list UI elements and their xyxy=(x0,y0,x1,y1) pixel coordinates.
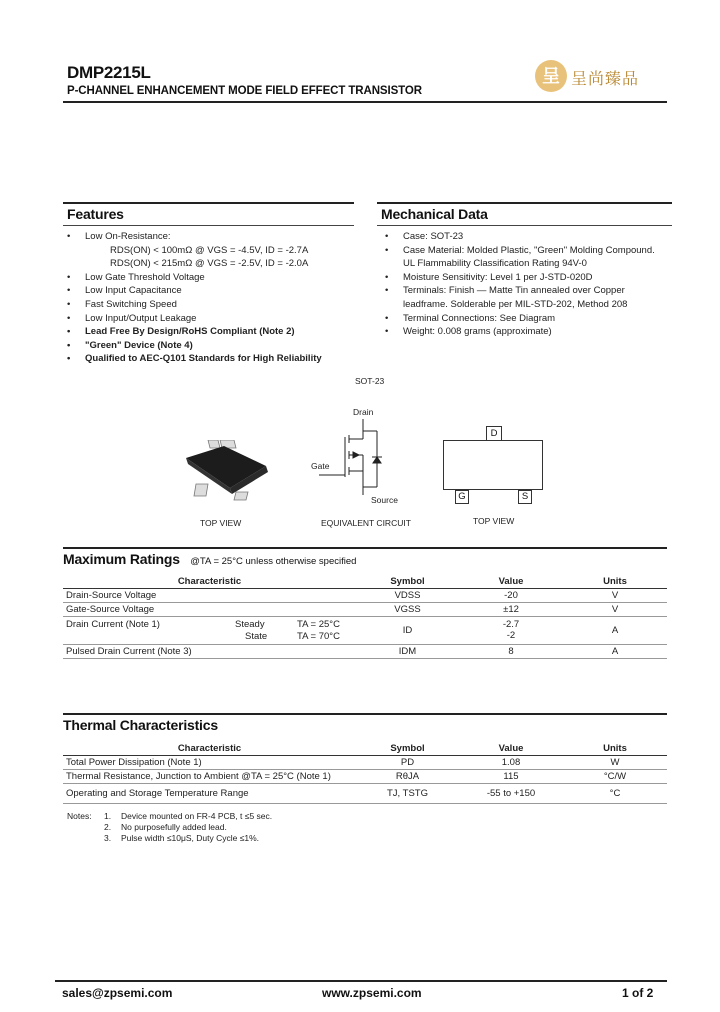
note-item: 1. Device mounted on FR-4 PCB, t ≤5 sec. xyxy=(104,811,273,821)
feature-item: • Low Input/Output Leakage xyxy=(67,312,197,324)
company-logo xyxy=(535,60,675,96)
package-label: SOT-23 xyxy=(355,376,385,386)
features-heading: Features xyxy=(67,206,124,222)
header-rule xyxy=(63,101,667,103)
mechanical-heading: Mechanical Data xyxy=(381,206,488,222)
table-row: Drain Current (Note 1) Steady State TA = 25°C TA = 70°C ID -2.7 -2 A xyxy=(63,616,667,644)
col-value: Value xyxy=(459,575,563,588)
features-bottom-rule xyxy=(63,225,354,226)
mechanical-item: • Case: SOT-23 xyxy=(385,231,464,242)
gate-label: Gate xyxy=(311,461,330,471)
col-characteristic: Characteristic xyxy=(63,742,356,755)
feature-item: • Qualified to AEC-Q101 Standards for High Reliability xyxy=(67,353,322,365)
mechanical-item: leadframe. Solderable per MIL-STD-202, Method 208 xyxy=(403,298,628,310)
max-ratings-heading: Maximum Ratings xyxy=(63,551,180,567)
mechanical-item: UL Flammability Classification Rating 94V-0 xyxy=(403,258,587,270)
table-row: Pulsed Drain Current (Note 3) IDM 8 A xyxy=(63,644,667,658)
top-view-label: TOP VIEW xyxy=(200,518,242,528)
features-list xyxy=(63,230,358,366)
feature-item: RDS(ON) < 100mΩ @ VGS = -4.5V, ID = -2.7A xyxy=(110,244,309,256)
col-units: Units xyxy=(563,742,667,755)
table-row: Drain-Source Voltage VDSS -20 V xyxy=(63,588,667,602)
feature-item: • Fast Switching Speed xyxy=(67,298,177,310)
mechanical-item: • Terminal Connections: See Diagram xyxy=(385,312,556,324)
top-view-outline xyxy=(443,440,543,490)
feature-item: • Low Gate Threshold Voltage xyxy=(67,271,205,283)
feature-item: • "Green" Device (Note 4) xyxy=(67,339,193,351)
pin-g: G xyxy=(455,490,469,504)
footer-rule xyxy=(55,980,667,982)
max-ratings-condition: @TA = 25°C unless otherwise specified xyxy=(190,556,357,567)
feature-item: • Lead Free By Design/RoHS Compliant (Note 2) xyxy=(67,326,295,338)
footer-page-number: 1 of 2 xyxy=(622,986,654,1000)
table-header-row xyxy=(63,575,667,588)
thermal-heading: Thermal Characteristics xyxy=(63,717,218,733)
logo-mark: 呈 xyxy=(535,60,567,92)
note-item: 3. Pulse width ≤10μS, Duty Cycle ≤1%. xyxy=(104,833,260,843)
col-symbol: Symbol xyxy=(356,575,459,588)
thermal-table xyxy=(63,742,667,804)
equivalent-circuit-diagram xyxy=(305,405,415,515)
mechanical-item: • Moisture Sensitivity: Level 1 per J-STD-020D xyxy=(385,271,593,283)
mechanical-top-rule xyxy=(377,202,672,204)
drain-label: Drain xyxy=(353,407,374,417)
col-characteristic: Characteristic xyxy=(63,575,356,588)
max-ratings-top-rule xyxy=(63,547,667,549)
max-ratings-table xyxy=(63,575,667,659)
table-row: Operating and Storage Temperature Range TJ, TSTG -55 to +150 °C xyxy=(63,783,667,803)
document-subtitle: P-CHANNEL ENHANCEMENT MODE FIELD EFFECT TRANSISTOR xyxy=(67,85,422,97)
max-ratings-header xyxy=(63,551,356,569)
logo-text: 呈尚臻品 xyxy=(571,69,640,88)
table-row: Gate-Source Voltage VGSS ±12 V xyxy=(63,602,667,616)
mechanical-bottom-rule xyxy=(377,225,672,226)
sot23-package-illustration xyxy=(178,440,273,502)
feature-item: • Low Input Capacitance xyxy=(67,285,182,297)
pin-d: D xyxy=(486,426,502,441)
equivalent-circuit-label: EQUIVALENT CIRCUIT xyxy=(321,518,411,528)
feature-item: • Low On-Resistance: xyxy=(67,231,171,242)
col-value: Value xyxy=(459,742,563,755)
note-item: 2. No purposefully added lead. xyxy=(104,822,227,832)
notes-label: Notes: xyxy=(67,811,92,821)
col-symbol: Symbol xyxy=(356,742,459,755)
table-row: Thermal Resistance, Junction to Ambient @TA = 25°C (Note 1) RθJA 115 °C/W xyxy=(63,769,667,783)
mechanical-list xyxy=(381,230,676,339)
features-top-rule xyxy=(63,202,354,204)
table-row: Total Power Dissipation (Note 1) PD 1.08 W xyxy=(63,755,667,769)
mechanical-item: • Terminals: Finish — Matte Tin annealed over Copper xyxy=(385,285,625,297)
mechanical-item: • Case Material: Molded Plastic, "Green" Molding Compound. xyxy=(385,244,655,256)
footer-website[interactable]: www.zpsemi.com xyxy=(322,986,422,1000)
col-units: Units xyxy=(563,575,667,588)
top-view-label-2: TOP VIEW xyxy=(473,516,515,526)
mechanical-item: • Weight: 0.008 grams (approximate) xyxy=(385,326,552,338)
pin-s: S xyxy=(518,490,532,504)
table-header-row xyxy=(63,742,667,755)
thermal-top-rule xyxy=(63,713,667,715)
feature-item: RDS(ON) < 215mΩ @ VGS = -2.5V, ID = -2.0A xyxy=(110,258,309,270)
part-number: DMP2215L xyxy=(67,63,151,82)
footer-email[interactable]: sales@zpsemi.com xyxy=(62,986,173,1000)
source-label: Source xyxy=(371,495,398,505)
notes-list xyxy=(104,811,272,844)
